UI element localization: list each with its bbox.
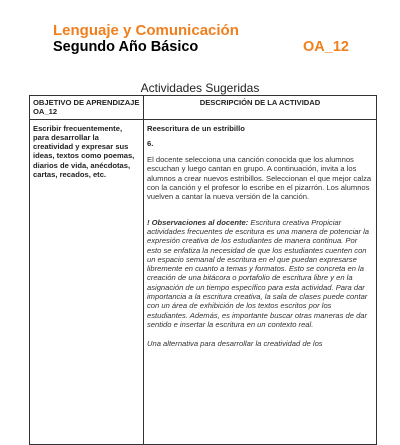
grade-title: Segundo Año Básico (53, 39, 199, 55)
activity-title: Reescritura de un estribillo (147, 123, 245, 133)
observations-text: Escritura creativa Propiciar actividades frecuentes de escritura es una manera de potenciar la expresión creativa de los estudiantes de manera continua. Por esto se enfatiza la necesidad de que los estudiantes cuenten con un espacio semanal de escritura en el que puedan expresarse libremente en cuanto a temas y formatos. Esto se concreta en la creación de una bitácora o portafolio de escritura libre y en la asignación de un tiempo específico para esta actividad. Para dar importancia a la escritura creativa, la sala de clases puede contar con un área de exhibición de los textos escritos por los estudiantes. Además, es importante buscar otras maneras de dar sentido e insertar la escritura en un contexto real. (147, 217, 370, 329)
observations-label: ! Observaciones al docente: (147, 217, 249, 227)
section-title: Actividades Sugeridas (140, 81, 260, 95)
activity-table (29, 95, 377, 445)
activity-description: El docente selecciona una canción conocida que los alumnos escuchan y luego cantan en grupo. A continuación, invita a los alumnos a crear nuevos estribillos. Seleccionan el que mejor calza con la canción y el profesor lo escribe en el pizarrón. Los alumnos vuelven a cantar la nueva versión de la canción. (147, 155, 372, 202)
subject-title: Lenguaje y Comunicación (53, 22, 239, 39)
teacher-observations (147, 218, 373, 330)
activity-number: 6. (147, 138, 154, 148)
description-column-header: DESCRIPCIÓN DE LA ACTIVIDAD (144, 96, 377, 120)
description-cell (144, 119, 377, 444)
objective-column-header: OBJETIVO DE APRENDIZAJE OA_12 (30, 96, 144, 120)
description-content (147, 122, 373, 442)
table-row (30, 119, 377, 444)
objective-code: OA_12 (303, 39, 349, 55)
objective-cell (30, 119, 144, 444)
observations-continuation: Una alternativa para desarrollar la creatividad de los (147, 339, 323, 349)
objective-text: Escribir frecuentemente, para desarrollar la creatividad y expresar sus ideas, textos como poemas, diarios de vida, anécdotas, cartas, recados, etc. (33, 123, 135, 180)
table-header-row (30, 96, 377, 120)
